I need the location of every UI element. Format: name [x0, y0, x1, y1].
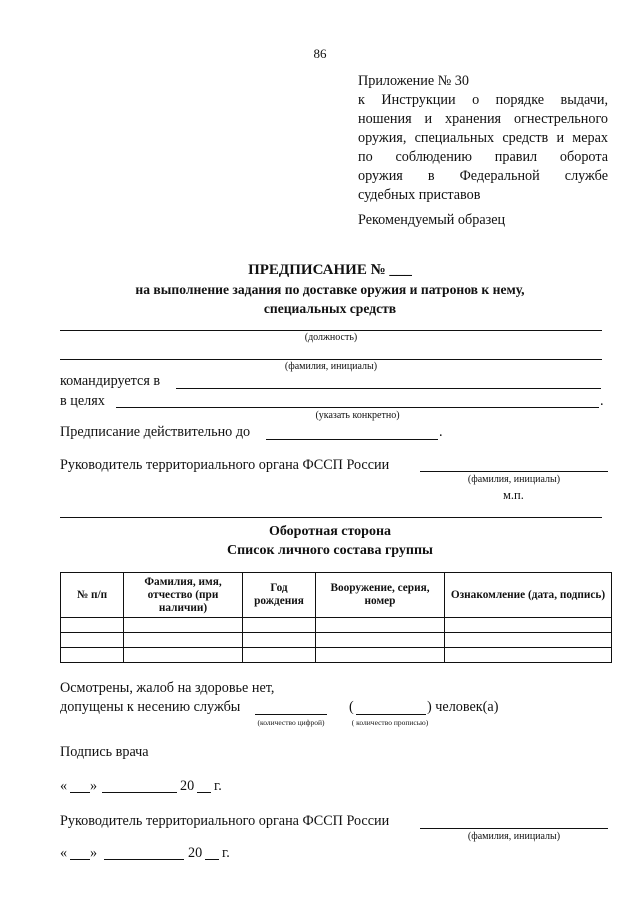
sample-note: Рекомендуемый образец: [358, 212, 506, 228]
year-field[interactable]: [205, 859, 219, 860]
words-caption: ( количество прописью): [351, 718, 429, 727]
table-cell[interactable]: [124, 633, 243, 648]
table-cell[interactable]: [243, 648, 316, 663]
year-prefix: 20: [188, 845, 203, 861]
appendix-line: ношения и хранения огнестрельного: [358, 111, 608, 127]
appendix-line: к Инструкции о порядке выдачи,: [358, 92, 608, 108]
appendix-line: судебных приставов: [358, 187, 481, 203]
table-cell[interactable]: [124, 618, 243, 633]
head-label-2: Руководитель территориального органа ФССП России: [60, 813, 390, 829]
column-header: Фамилия, имя, отчество (при наличии): [124, 573, 243, 618]
table-row: [61, 648, 612, 663]
digits-caption: (количество цифрой): [257, 718, 325, 727]
head-label: Руководитель территориального органа ФССП России: [60, 457, 390, 473]
date-close-quote: »: [90, 845, 98, 861]
page-number: 86: [313, 46, 327, 61]
table-cell[interactable]: [61, 648, 124, 663]
reverse-title: Оборотная сторона: [268, 524, 392, 539]
table-cell[interactable]: [445, 633, 612, 648]
count-digits-field[interactable]: [255, 714, 327, 715]
table-cell[interactable]: [445, 618, 612, 633]
head-signature-field[interactable]: [420, 471, 608, 472]
day-field[interactable]: [70, 792, 90, 793]
appendix-title: Приложение № 30: [358, 73, 469, 89]
year-field[interactable]: [197, 792, 211, 793]
purpose-caption: (указать конкретно): [315, 410, 400, 421]
head-caption-2: (фамилия, инициалы): [467, 831, 561, 842]
date-close-quote: »: [90, 778, 98, 794]
position-field[interactable]: [60, 330, 602, 331]
appendix-line: оружия в Федеральной службе: [358, 168, 608, 184]
table-cell[interactable]: [316, 633, 445, 648]
open-paren: (: [349, 699, 354, 715]
appendix-block: [358, 72, 608, 205]
date-open-quote: «: [60, 845, 68, 861]
exam-line-2: допущены к несению службы: [60, 699, 241, 715]
title-line-2: на выполнение задания по доставке оружия и патронов к нему,: [135, 282, 525, 297]
reverse-subtitle: Список личного состава группы: [227, 543, 433, 558]
year-suffix: г.: [222, 845, 230, 861]
document-title: [60, 260, 600, 318]
appendix-line: оружия, специальных средств и мерах: [358, 130, 608, 146]
day-field[interactable]: [70, 859, 90, 860]
column-header: Вооружение, серия, номер: [316, 573, 445, 618]
month-field[interactable]: [104, 859, 184, 860]
table-cell[interactable]: [61, 618, 124, 633]
valid-until-label: Предписание действительно до: [60, 424, 251, 440]
table-cell[interactable]: [445, 648, 612, 663]
purpose-label: в целях: [60, 393, 105, 409]
doctor-signature-label: Подпись врача: [60, 744, 149, 760]
people-label: ) человек(а): [427, 699, 499, 715]
title-line-3: специальных средств: [263, 301, 397, 316]
year-suffix: г.: [214, 778, 222, 794]
exam-line-1: Осмотрены, жалоб на здоровье нет,: [60, 680, 275, 696]
name-caption: (фамилия, инициалы): [284, 361, 378, 372]
date-open-quote: «: [60, 778, 68, 794]
title-line-1: ПРЕДПИСАНИЕ № ___: [248, 262, 412, 278]
separator-line: [60, 517, 602, 518]
position-caption: (должность): [304, 332, 358, 343]
head-caption: (фамилия, инициалы): [467, 474, 561, 485]
appendix-line: по соблюдению правил оборота: [358, 149, 608, 165]
count-words-field[interactable]: [356, 714, 426, 715]
sent-to-label: командируется в: [60, 373, 161, 389]
table-cell[interactable]: [243, 633, 316, 648]
year-prefix: 20: [180, 778, 195, 794]
column-header: Год рождения: [243, 573, 316, 618]
column-header: Ознакомление (дата, подпись): [445, 573, 612, 618]
valid-until-field[interactable]: [266, 439, 438, 440]
column-header: № п/п: [61, 573, 124, 618]
table-cell[interactable]: [124, 648, 243, 663]
table-row: [61, 618, 612, 633]
head-signature-field-2[interactable]: [420, 828, 608, 829]
table-row: [61, 633, 612, 648]
table-cell[interactable]: [61, 633, 124, 648]
purpose-field[interactable]: [116, 407, 599, 408]
sent-to-field[interactable]: [176, 388, 601, 389]
month-field[interactable]: [102, 792, 177, 793]
name-field[interactable]: [60, 359, 602, 360]
table-cell[interactable]: [243, 618, 316, 633]
stamp-place: м.п.: [503, 488, 524, 502]
group-table: [60, 572, 612, 663]
table-cell[interactable]: [316, 618, 445, 633]
reverse-header: [60, 522, 600, 560]
table-cell[interactable]: [316, 648, 445, 663]
